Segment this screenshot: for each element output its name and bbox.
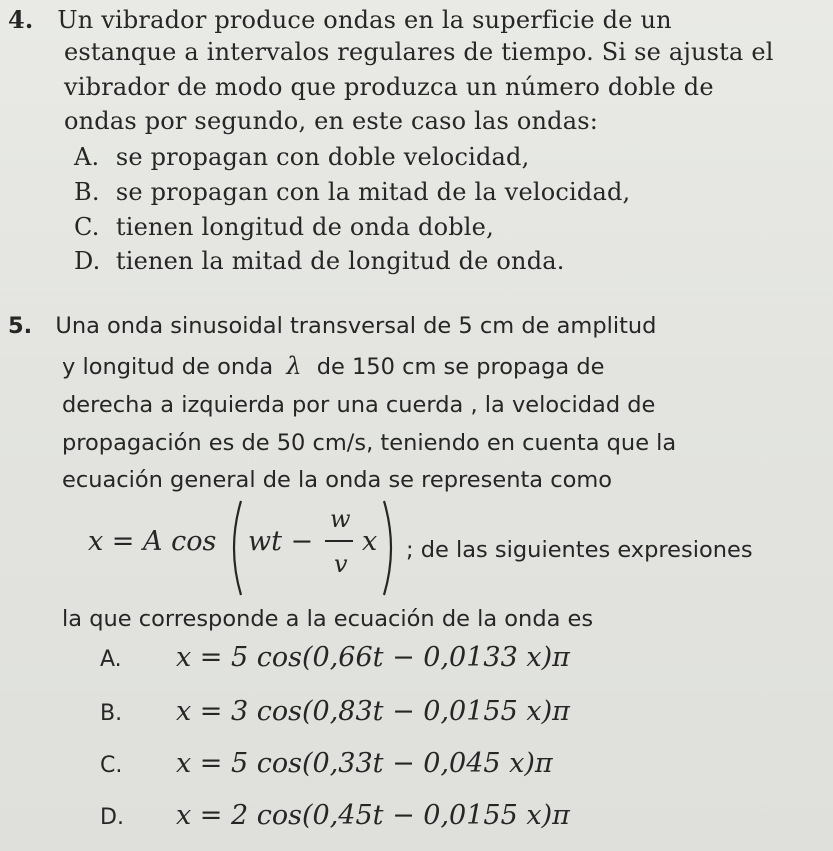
option-label: B.: [74, 178, 100, 206]
q5-line-1: [8, 313, 656, 339]
q4-option-c[interactable]: [74, 213, 494, 241]
formula-inner: wt −: [248, 526, 314, 557]
option-equation: x = 5 cos(0,33t − 0,045 x)π: [176, 748, 553, 779]
option-text: tienen longitud de onda doble,: [115, 213, 494, 241]
frac-numerator: w: [330, 505, 351, 533]
option-label: A.: [100, 647, 122, 672]
q4-line-4: ondas por segundo, en este caso las ondas:: [64, 107, 599, 135]
option-equation: x = 2 cos(0,45t − 0,0155 x)π: [176, 800, 570, 831]
frac-denominator: v: [334, 550, 348, 578]
q5-option-b[interactable]: [100, 696, 570, 727]
option-label: C.: [100, 753, 123, 778]
option-label: A.: [74, 143, 100, 171]
formula-var: x: [362, 526, 378, 557]
fraction-bar: [325, 540, 353, 542]
q4-line-3: vibrador de modo que produzca un número doble de: [64, 73, 714, 101]
q5-line-3: derecha a izquierda por una cuerda , la velocidad de: [62, 392, 656, 418]
q5-line-2: [62, 352, 604, 380]
q5-option-d[interactable]: [100, 800, 570, 831]
option-label: D.: [74, 247, 101, 275]
q5-option-a[interactable]: [100, 642, 570, 673]
q5-text-1: Una onda sinusoidal transversal de 5 cm de amplitud: [55, 313, 657, 339]
q5-text-2b: de 150 cm se propaga de: [316, 354, 605, 380]
option-text: tienen la mitad de longitud de onda.: [115, 247, 565, 275]
option-label: C.: [74, 213, 100, 241]
option-equation: x = 5 cos(0,66t − 0,0133 x)π: [176, 642, 570, 673]
q5-text-2a: y longitud de onda: [62, 354, 274, 380]
q5-after-formula: ; de las siguientes expresiones: [406, 537, 753, 563]
option-text: se propagan con la mitad de la velocidad,: [115, 178, 631, 206]
q4-option-d[interactable]: [74, 247, 565, 275]
q5-option-c[interactable]: [100, 748, 553, 779]
q4-option-b[interactable]: [74, 178, 630, 206]
q4-line-1: [8, 5, 672, 34]
option-label: B.: [100, 701, 123, 726]
q4-line-2: estanque a intervalos regulares de tiempo. Si se ajusta el: [64, 38, 774, 66]
q5-number: 5.: [8, 313, 33, 339]
q5-line-5: ecuación general de la onda se representa como: [62, 467, 613, 493]
q4-text-1: Un vibrador produce ondas en la superficie de un: [57, 6, 672, 34]
right-paren: [380, 498, 400, 598]
lambda-symbol: λ: [286, 352, 302, 380]
q5-closing: la que corresponde a la ecuación de la onda es: [62, 606, 594, 632]
q4-number: 4.: [8, 5, 34, 34]
option-label: D.: [100, 805, 124, 830]
left-paren: [225, 498, 245, 598]
formula-lhs: x = A cos: [88, 526, 217, 557]
option-equation: x = 3 cos(0,83t − 0,0155 x)π: [176, 696, 570, 727]
q5-line-4: propagación es de 50 cm/s, teniendo en cuenta que la: [62, 430, 677, 456]
option-text: se propagan con doble velocidad,: [115, 143, 530, 171]
q4-option-a[interactable]: [74, 143, 529, 171]
